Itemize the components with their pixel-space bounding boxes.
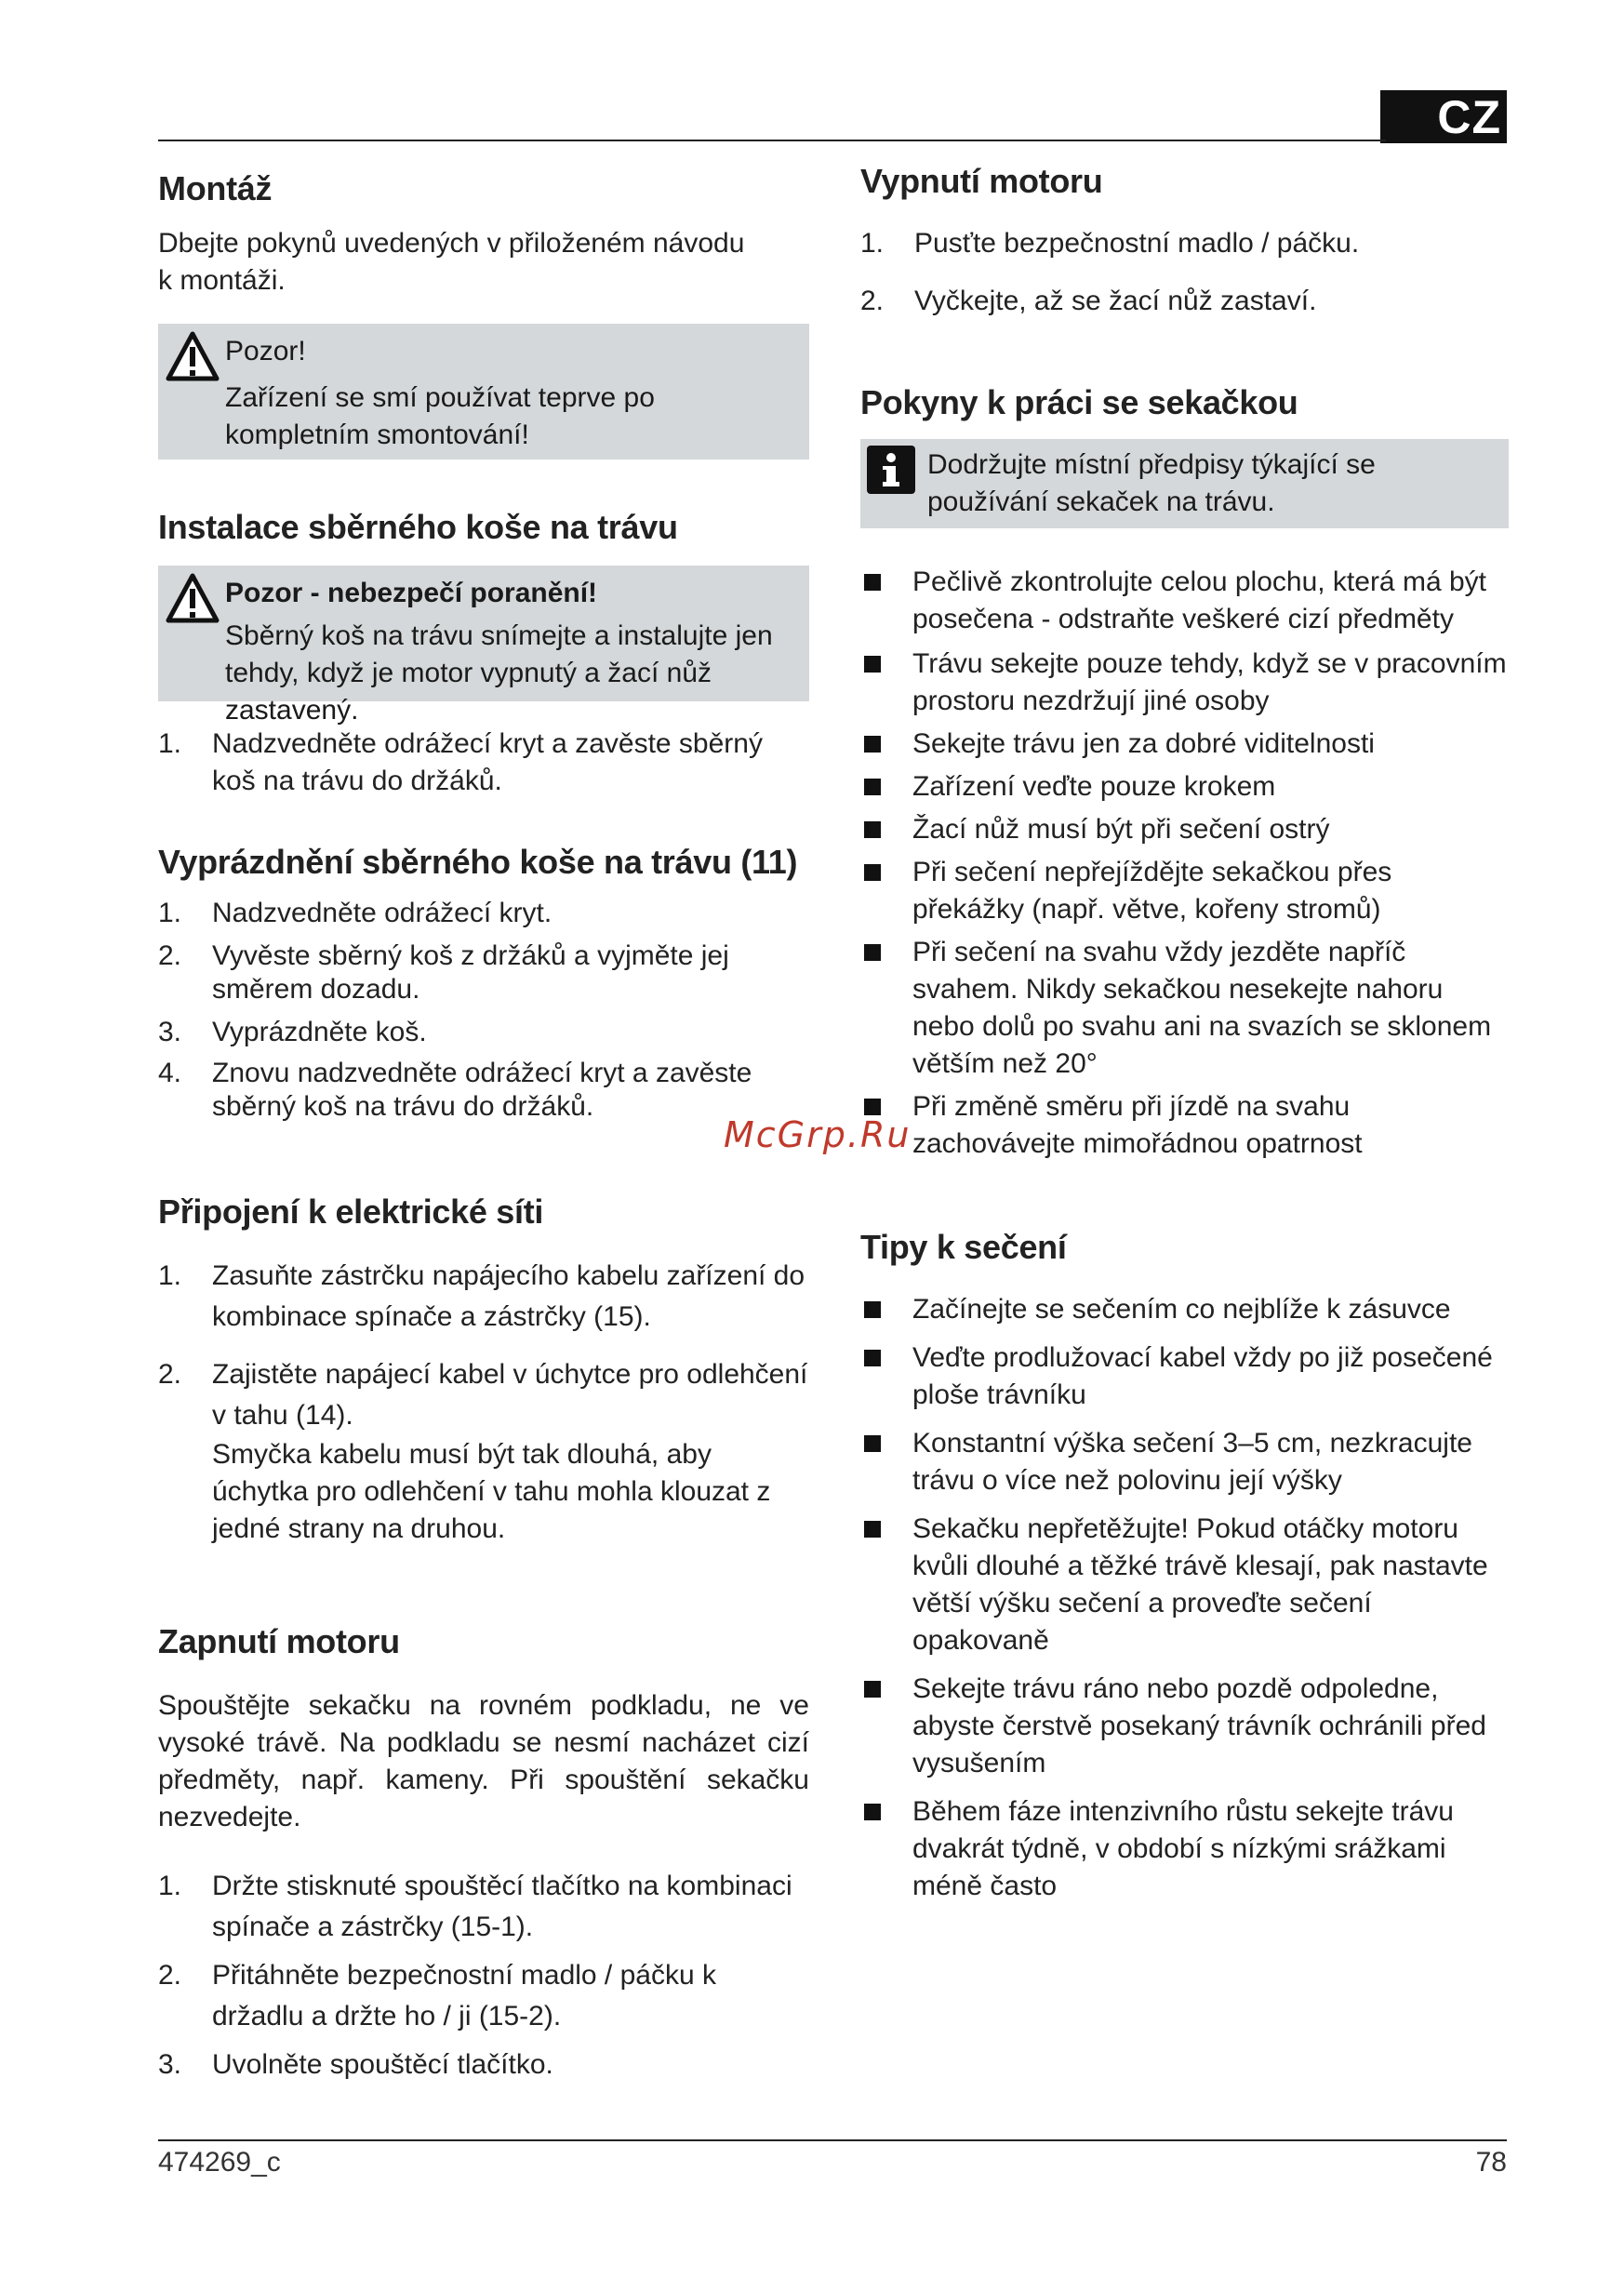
- list-item: Konstantní výška sečení 3–5 cm, nezkracujte trávu o více než polovinu její výšky: [860, 1425, 1509, 1499]
- list-item: 3. Vyprázdněte koš.: [158, 1017, 427, 1047]
- document-id: 474269_c: [158, 2147, 281, 2178]
- tipy-list: [860, 1291, 1509, 1905]
- montaz-warning-text: Zařízení se smí používat teprve po kompletním smontování!: [225, 382, 655, 450]
- list-item: Při změně směru při jízdě na svahu zachovávejte mimořádnou opatrnost: [860, 1088, 1509, 1163]
- pokyny-info-text: Dodržujte místní předpisy týkající se používání sekaček na trávu.: [927, 449, 1376, 517]
- footer-rule: [158, 2139, 1507, 2141]
- instalace-warning-box: [158, 566, 809, 726]
- list-item: Začínejte se sečením co nejblíže k zásuvce: [860, 1291, 1509, 1328]
- list-item: 1. Držte stisknuté spouštěcí tlačítko na kombinaci spínače a zástrčky (15-1).: [158, 1871, 792, 1942]
- list-item: Veďte prodlužovací kabel vždy po již posečené ploše trávníku: [860, 1339, 1509, 1414]
- pokyny-info-box: [860, 439, 1509, 528]
- list-item: Pečlivě zkontrolujte celou plochu, která má být posečena - odstraňte veškeré cizí předměty: [860, 564, 1509, 638]
- left-column: [158, 149, 809, 2084]
- vypnuti-steps: [860, 225, 1509, 320]
- montaz-warning-box: [158, 324, 809, 460]
- list-item: Trávu sekejte pouze tehdy, když se v pracovním prostoru nezdržují jiné osoby: [860, 646, 1509, 720]
- list-item: Sekejte trávu ráno nebo pozdě odpoledne, abyste čerstvě posekaný trávník ochránili před vysušením: [860, 1671, 1509, 1782]
- list-item: Zařízení veďte pouze krokem: [860, 768, 1509, 806]
- pokyny-heading: Pokyny k práci se sekačkou: [860, 383, 1298, 421]
- list-item: Sekačku nepřetěžujte! Pokud otáčky motoru kvůli dlouhé a těžké trávě klesají, pak nastavte větší výšku sečení a proveďte sečení opakovaně: [860, 1511, 1509, 1659]
- list-item: 3. Uvolněte spouštěcí tlačítko.: [158, 2049, 553, 2080]
- vyprazdneni-heading: Vyprázdnění sběrného koše na trávu (11): [158, 843, 798, 881]
- list-item: 1. Zasuňte zástrčku napájecího kabelu zařízení do kombinace spínače a zástrčky (15).: [158, 1260, 805, 1332]
- list-item: 2. Přitáhněte bezpečnostní madlo / páčku k držadlu a držte ho / ji (15-2).: [158, 1960, 716, 2032]
- montaz-heading: Montáž: [158, 169, 273, 207]
- list-item: 1. Nadzvedněte odrážecí kryt.: [158, 898, 552, 928]
- montaz-warning-title: Pozor!: [225, 336, 306, 366]
- list-item: Během fáze intenzivního růstu sekejte trávu dvakrát týdně, v období s nízkými srážkami méně často: [860, 1793, 1509, 1905]
- list-item: Žací nůž musí být při sečení ostrý: [860, 811, 1509, 848]
- page-number: 78: [1475, 2147, 1507, 2178]
- pokyny-list: [860, 564, 1509, 1163]
- list-item: 1. Nadzvedněte odrážecí kryt a zavěste sběrný koš na trávu do držáků.: [158, 728, 763, 796]
- warning-icon: [166, 331, 220, 381]
- zapnuti-heading: Zapnutí motoru: [158, 1622, 400, 1660]
- tipy-heading: Tipy k sečení: [860, 1228, 1067, 1266]
- instalace-heading: Instalace sběrného koše na trávu: [158, 508, 678, 546]
- list-item: Při sečení nepřejíždějte sekačkou přes překážky (např. větve, kořeny stromů): [860, 854, 1509, 928]
- list-item: Při sečení na svahu vždy jezděte napříč svahem. Nikdy sekačkou nesekejte nahoru nebo dolů po svahu ani na svazích se sklonem větším než 20°: [860, 934, 1509, 1083]
- language-tab: CZ: [1380, 90, 1507, 143]
- instalace-steps: [158, 726, 809, 800]
- warning-icon: [166, 573, 220, 623]
- montaz-text: Dbejte pokynů uvedených v přiloženém návodu k montáži.: [158, 228, 745, 296]
- vypnuti-heading: Vypnutí motoru: [860, 162, 1103, 200]
- pripojeni-steps: [158, 1256, 809, 1548]
- list-item: 2. Zajistěte napájecí kabel v úchytce pro odlehčení v tahu (14). Smyčka kabelu musí být tak dlouhá, aby úchytka pro odlehčení v tahu mohla klouzat z jedné strany na druhou.: [158, 1354, 809, 1548]
- list-item: 2. Vyvěste sběrný koš z držáků a vyjměte jej směrem dozadu.: [158, 940, 729, 1005]
- instalace-warning-title: Pozor - nebezpečí poranění!: [225, 578, 598, 608]
- pripojeni-heading: Připojení k elektrické síti: [158, 1192, 544, 1231]
- list-item: Sekejte trávu jen za dobré viditelnosti: [860, 726, 1509, 763]
- pripojeni-step-note: Smyčka kabelu musí být tak dlouhá, aby úchytka pro odlehčení v tahu mohla klouzat z jedné strany na druhou.: [212, 1439, 771, 1544]
- header-rule: [158, 140, 1386, 141]
- list-item: 2. Vyčkejte, až se žací nůž zastaví.: [860, 286, 1317, 316]
- right-column: [860, 149, 1509, 1905]
- vyprazdneni-steps: [158, 895, 809, 1124]
- list-item: 1. Pusťte bezpečnostní madlo / páčku.: [860, 228, 1360, 259]
- watermark: McGrp.Ru: [724, 1114, 912, 1155]
- zapnuti-text: Spouštějte sekačku na rovném podkladu, ne ve vysoké trávě. Na podkladu se nesmí nacházet cizí předměty, např. kameny. Při spouštění sekačku nezvedejte.: [158, 1690, 809, 1832]
- list-item: 4. Znovu nadzvedněte odrážecí kryt a zavěste sběrný koš na trávu do držáků.: [158, 1058, 752, 1122]
- zapnuti-steps: [158, 1866, 809, 2084]
- instalace-warning-text: Sběrný koš na trávu snímejte a instalujte jen tehdy, když je motor vypnutý a žací nůž zastavený.: [225, 620, 773, 726]
- info-icon: [866, 445, 916, 495]
